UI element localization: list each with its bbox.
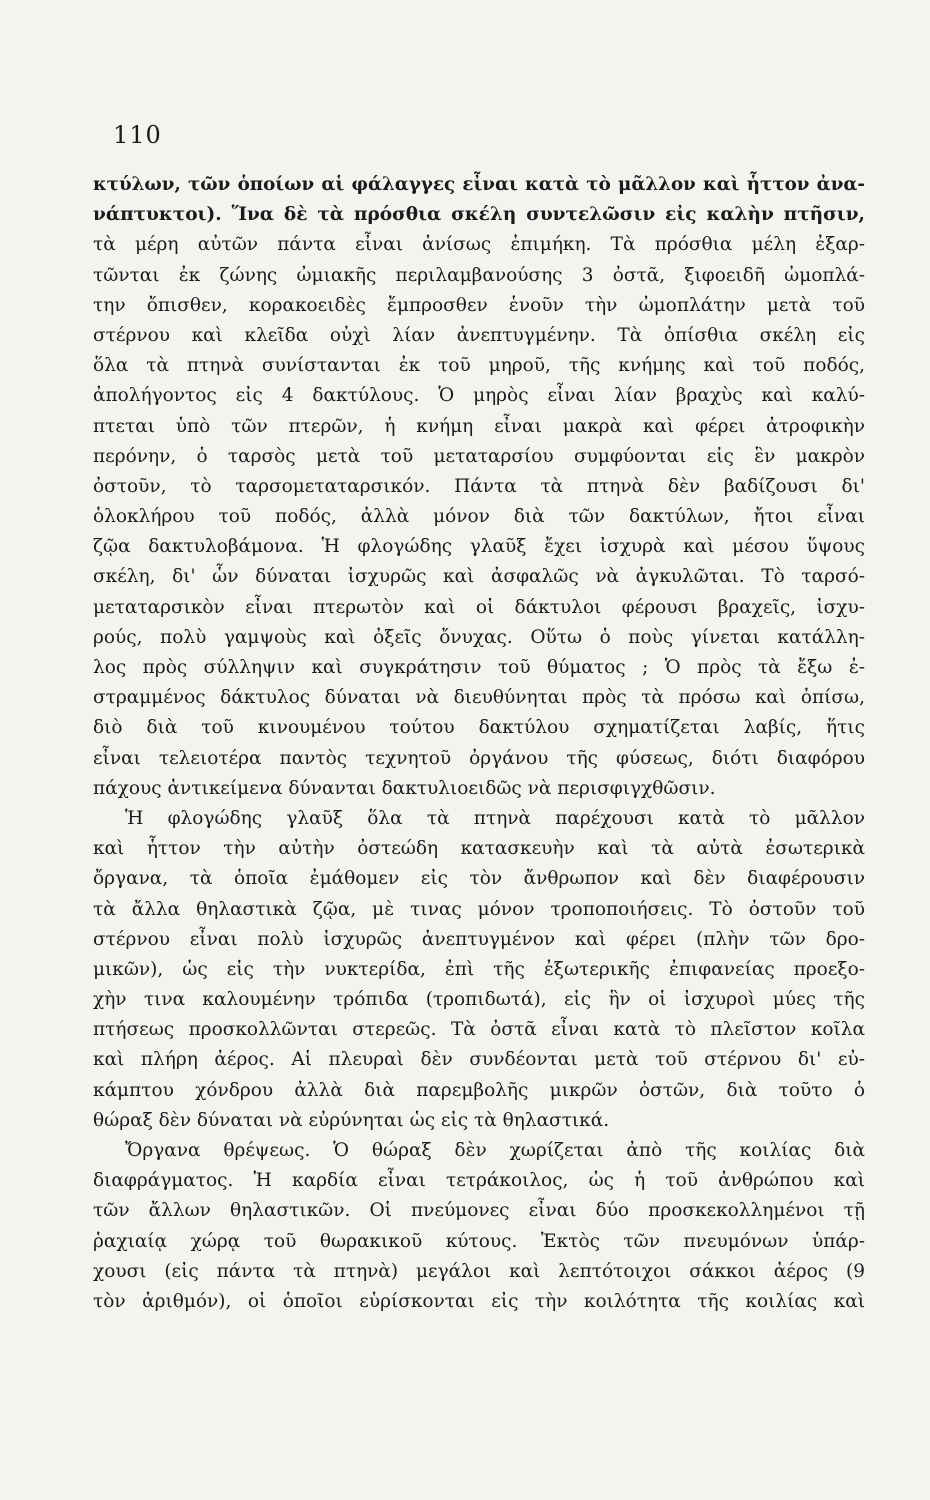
text-line: λος πρὸς σύλληψιν καὶ συγκράτησιν τοῦ θύματος ; Ὁ πρὸς τὰ ἔξω ἐ- (93, 657, 865, 678)
text-line: ἀπολήγοντος εἰς 4 δακτύλους. Ὁ μηρὸς εἶναι λίαν βραχὺς καὶ καλύ- (93, 385, 865, 407)
text-line: στέρνου εἶναι πολὺ ἰσχυρῶς ἀνεπτυγμένον καὶ φέρει (πλὴν τῶν δρο- (93, 928, 865, 950)
text-line: διὸ διὰ τοῦ κινουμένου τούτου δακτύλου σχηματίζεται λαβίς, ἥτις (93, 717, 865, 739)
text-line: μεταταρσικὸν εἶναι πτερωτὸν καὶ οἱ δάκτυλοι φέρουσι βραχεῖς, ἰσχυ- (93, 596, 865, 618)
text-line: πάχους ἀντικείμενα δύνανται δακτυλιοειδῶς νὰ περισφιγχθῶσιν. (93, 777, 716, 799)
text-line: στραμμένος δάκτυλος δύναται νὰ διευθύνηται πρὸς τὰ πρόσω καὶ ὀπίσω, (93, 687, 865, 709)
text-line: ὀστοῦν, τὸ ταρσομεταταρσικόν. Πάντα τὰ πτηνὰ δὲν βαδίζουσι δι' (93, 475, 865, 497)
text-line: νάπτυκτοι). Ἵνα δὲ τὰ πρόσθια σκέλη συντελῶσιν εἰς καλὴν πτῆσιν, (93, 204, 865, 226)
page-number: 110 (113, 121, 162, 149)
text-line: κάμπτου χόνδρου ἀλλὰ διὰ παρεμβολῆς μικρῶν ὀστῶν, διὰ τοῦτο ὁ (93, 1079, 865, 1101)
text-line: τῶνται ἐκ ζώνης ὠμιακῆς περιλαμβανούσης 3 ὀστᾶ, ξιφοειδῆ ὠμοπλά- (93, 264, 865, 286)
text-line: ζῷα δακτυλοβάμονα. Ἡ φλογώδης γλαῦξ ἔχει ἰσχυρὰ καὶ μέσου ὕψους (93, 536, 865, 558)
text-line: ὁλοκλήρου τοῦ ποδός, ἀλλὰ μόνον διὰ τῶν δακτύλων, ἤτοι εἶναι (93, 506, 865, 528)
text-line: στέρνου καὶ κλεῖδα οὐχὶ λίαν ἀνεπτυγμένην. Τὰ ὀπίσθια σκέλη εἰς (93, 324, 865, 346)
text-line: τὰ ἄλλα θηλαστικὰ ζῷα, μὲ τινας μόνον τροποποιήσεις. Τὸ ὀστοῦν τοῦ (93, 898, 865, 920)
text-line: θώραξ δὲν δύναται νὰ εὐρύνηται ὡς εἰς τὰ θηλαστικά. (93, 1109, 610, 1131)
text-line: εἶναι τελειοτέρα παντὸς τεχνητοῦ ὀργάνου τῆς φύσεως, διότι διαφόρου (93, 747, 865, 769)
text-line: Ὄργανα θρέψεως. Ὁ θώραξ δὲν χωρίζεται ἀπὸ τῆς κοιλίας διὰ (125, 1140, 865, 1161)
text-line: τὸν ἀριθμόν), οἱ ὁποῖοι εὑρίσκονται εἰς τὴν κοιλότητα τῆς κοιλίας καὶ (93, 1290, 865, 1312)
text-line: τῶν ἄλλων θηλαστικῶν. Οἱ πνεύμονες εἶναι δύο προσκεκολλημένοι τῇ (93, 1200, 865, 1222)
text-line: χουσι (εἰς πάντα τὰ πτηνὰ) μεγάλοι καὶ λεπτότοιχοι σάκκοι ἀέρος (9 (93, 1260, 865, 1282)
text-line: τὰ μέρη αὐτῶν πάντα εἶναι ἀνίσως ἐπιμήκη. Τὰ πρόσθια μέλη ἐξαρ- (93, 234, 865, 256)
text-line: την ὄπισθεν, κορακοειδὲς ἔμπροσθεν ἑνοῦν τὴν ὠμοπλάτην μετὰ τοῦ (93, 294, 865, 316)
text-line: διαφράγματος. Ἡ καρδία εἶναι τετράκοιλος, ὡς ἡ τοῦ ἀνθρώπου καὶ (93, 1170, 865, 1192)
text-line: σκέλη, δι' ὧν δύναται ἰσχυρῶς καὶ ἀσφαλῶς νὰ ἀγκυλῶται. Τὸ ταρσό- (93, 566, 865, 588)
text-line: πτήσεως προσκολλῶνται στερεῶς. Τὰ ὀστᾶ εἶναι κατὰ τὸ πλεῖστον κοῖλα (93, 1019, 865, 1041)
text-line: κτύλων, τῶν ὁποίων αἱ φάλαγγες εἶναι κατὰ τὸ μᾶλλον καὶ ἧττον ἀνα- (93, 174, 865, 195)
text-line: ὄργανα, τὰ ὁποῖα ἐμάθομεν εἰς τὸν ἄνθρωπον καὶ δὲν διαφέρουσιν (93, 868, 865, 890)
text-line: μικῶν), ὡς εἰς τὴν νυκτερίδα, ἐπὶ τῆς ἐξωτερικῆς ἐπιφανείας προεξο- (93, 958, 865, 980)
text-line: Ἡ φλογώδης γλαῦξ ὅλα τὰ πτηνὰ παρέχουσι κατὰ τὸ μᾶλλον (125, 807, 865, 829)
text-line: ῥαχιαίᾳ χώρᾳ τοῦ θωρακικοῦ κύτους. Ἐκτὸς τῶν πνευμόνων ὑπάρ- (93, 1230, 865, 1252)
text-line: ρούς, πολὺ γαμψοὺς καὶ ὀξεῖς ὄνυχας. Οὕτω ὁ ποὺς γίνεται κατάλλη- (93, 626, 865, 648)
text-line: καὶ πλήρη ἀέρος. Αἱ πλευραὶ δὲν συνδέονται μετὰ τοῦ στέρνου δι' εὐ- (93, 1049, 865, 1071)
text-line: ὅλα τὰ πτηνὰ συνίστανται ἐκ τοῦ μηροῦ, τῆς κνήμης καὶ τοῦ ποδός, (93, 355, 865, 377)
text-line: πτεται ὑπὸ τῶν πτερῶν, ἡ κνήμη εἶναι μακρὰ καὶ φέρει ἀτροφικὴν (93, 415, 865, 437)
text-line: περόνην, ὁ ταρσὸς μετὰ τοῦ μεταταρσίου συμφύονται εἰς ἓν μακρὸν (93, 445, 865, 467)
text-line: καὶ ἧττον τὴν αὐτὴν ὀστεώδη κατασκευὴν καὶ τὰ αὐτὰ ἐσωτερικὰ (93, 838, 865, 860)
text-line: χὴν τινα καλουμένην τρόπιδα (τροπιδωτά), εἰς ἣν οἱ ἰσχυροὶ μύες τῆς (93, 989, 865, 1011)
body-text (93, 170, 865, 1317)
